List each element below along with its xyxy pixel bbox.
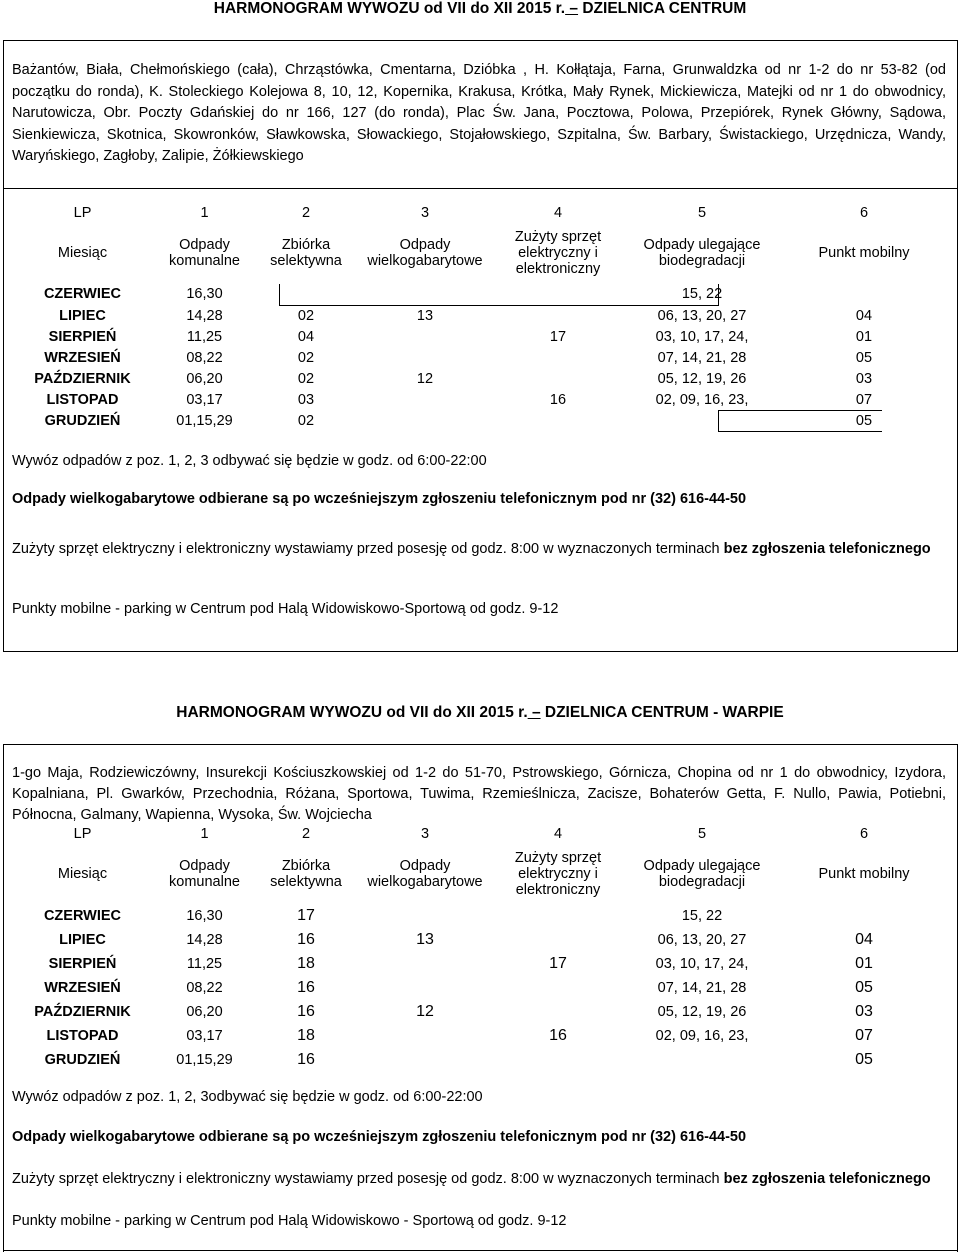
lp-number: 1	[200, 205, 209, 221]
table-row	[12, 347, 946, 368]
cell	[494, 283, 622, 305]
cell	[356, 904, 494, 928]
cell: 17	[549, 955, 567, 972]
section-top-border	[3, 744, 957, 745]
section-top-border	[3, 40, 957, 41]
cell: 17	[549, 328, 567, 345]
column-header: Odpady wielkogabarytowe	[367, 858, 483, 890]
cell: 13	[416, 307, 434, 324]
schedule-table	[12, 824, 946, 1072]
cell	[494, 305, 622, 326]
note-mobile-points: Punkty mobilne - parking w Centrum pod Halą Widowiskowo - Sportową od godz. 9-12	[12, 1213, 567, 1229]
cell: 02	[297, 370, 315, 387]
table-row	[12, 952, 946, 976]
cell	[494, 347, 622, 368]
lp-number: 4	[553, 205, 563, 221]
lp-number: 2	[301, 205, 311, 221]
cell: 04	[855, 307, 873, 324]
section-right-border	[957, 40, 958, 652]
schedule-table	[12, 203, 946, 431]
table-gridline	[279, 305, 718, 306]
column-header: Zużyty sprzęt elektryczny i elektroniczny	[514, 850, 602, 898]
cell	[494, 410, 622, 431]
cell	[356, 1048, 494, 1072]
cell: 01,15,29	[176, 412, 233, 429]
section-left-border	[3, 40, 4, 652]
note-mobile-points: Punkty mobilne - parking w Centrum pod Halą Widowiskowo-Sportową od godz. 9-12	[12, 601, 559, 617]
cell: 16	[549, 391, 567, 408]
note-hours: Wywóz odpadów z poz. 1, 2, 3odbywać się będzie w godz. od 6:00-22:00	[12, 1089, 483, 1105]
street-list: Bażantów, Biała, Chełmońskiego (cała), Chrząstówka, Cmentarna, Dzióbka , H. Kołłątaja, Farna, Grunwaldzka od nr 1-2 do nr 53-82 (od początku do ronda), K. Stoleckiego Kolejowa 8, 10, 12, Kopernika, Krakusa, Krótka, Mały Rynek, Mickiewicza, Matejki od nr 1 do obwodnicy, Narutowicza, Obr. Poczty Gdańskiej do nr 166, 127 (do ronda), Plac Św. Jana, Pocztowa, Polowa, Przepiórek, Rynek Główny, Sądowa, Sienkiewicza, Skotnica, Skowronków, Sławkowska, Słowackiego, Stojałowskiego, Szpitalna, Św. Barbary, Świstackiego, Urzędnicza, Wandy, Waryńskiego, Zagłoby, Zalipie, Żółkiewskiego	[12, 62, 946, 164]
cell: 01	[855, 955, 873, 972]
month-name: PAŹDZIERNIK	[34, 370, 131, 387]
cell: 03,17	[186, 391, 223, 408]
lp-number: 4	[553, 826, 563, 842]
cell	[622, 410, 782, 431]
column-header: Odpady wielkogabarytowe	[367, 237, 483, 269]
table-row	[12, 1024, 946, 1048]
cell: 02	[297, 307, 315, 324]
cell: 01,15,29	[176, 1052, 233, 1068]
cell: 06, 13, 20, 27	[657, 307, 747, 324]
cell: 05	[855, 412, 873, 429]
table-row	[12, 1048, 946, 1072]
cell: 18	[297, 955, 315, 972]
table-gridline	[718, 431, 882, 432]
cell: 16	[297, 1003, 315, 1020]
lp-number: 6	[859, 826, 869, 842]
cell	[256, 283, 356, 305]
cell: 05	[855, 979, 873, 996]
month-name: SIERPIEŃ	[48, 328, 117, 345]
cell	[494, 928, 622, 952]
column-header: Odpady ulegające biodegradacji	[643, 237, 761, 269]
cell	[782, 283, 946, 305]
cell: 03	[855, 370, 873, 387]
lp-number: 3	[420, 826, 430, 842]
table-row	[12, 326, 946, 347]
month-name: CZERWIEC	[43, 908, 122, 924]
month-name: PAŹDZIERNIK	[34, 1004, 131, 1020]
cell: 16	[297, 1051, 315, 1068]
cell	[356, 952, 494, 976]
cell: 16	[297, 979, 315, 996]
table-gridline	[718, 410, 719, 432]
cell: 16,30	[186, 286, 223, 302]
table-row	[12, 904, 946, 928]
lp-number: 6	[859, 205, 869, 221]
streets-divider	[3, 188, 957, 189]
cell	[356, 347, 494, 368]
cell: 06,20	[186, 370, 223, 387]
cell: 13	[416, 931, 434, 948]
cell: 12	[416, 1003, 434, 1020]
column-header: Zbiórka selektywna	[270, 858, 342, 890]
cell	[494, 1048, 622, 1072]
cell: 14,28	[186, 307, 223, 324]
cell	[494, 1000, 622, 1024]
table-gridline	[718, 284, 719, 306]
cell	[356, 976, 494, 1000]
street-list: 1-go Maja, Rodziewiczówny, Insurekcji Kościuszkowskiej od 1-2 do 51-70, Pstrowskiego, Górnicza, Chopina od nr 1 do obwodnicy, Izydora, Kopalniana, Pl. Gwarków, Przechodnia, Różana, Sportowa, Tuwima, Rzemieślnicza, Zacisze, Bohaterów Getta, F. Nullo, Pawia, Potiebni, Północna, Galmany, Wapienna, Wysoka, Św. Wojciecha	[12, 765, 946, 823]
column-header: Miesiąc	[57, 866, 108, 882]
note-electronics: Zużyty sprzęt elektryczny i elektroniczny wystawiamy przed posesję od godz. 8:00 w wyznaczonych terminach bez zgłoszenia telefonicznego	[12, 1171, 931, 1187]
cell: 07, 14, 21, 28	[657, 349, 747, 366]
month-name: LIPIEC	[59, 307, 106, 324]
month-name: LIPIEC	[59, 932, 106, 948]
lp-label: LP	[73, 826, 92, 842]
table-gridline	[279, 284, 280, 306]
column-header: Odpady komunalne	[169, 237, 240, 269]
cell: 18	[297, 1027, 315, 1044]
note-bulky-waste: Odpady wielkogabarytowe odbierane są po wcześniejszym zgłoszeniu telefonicznym pod nr (32) 616-44-50	[12, 1129, 747, 1145]
lp-number: 2	[301, 826, 311, 842]
cell	[356, 389, 494, 410]
table-row	[12, 368, 946, 389]
month-name: CZERWIEC	[43, 286, 122, 302]
cell: 07	[855, 391, 873, 408]
cell: 03, 10, 17, 24,	[655, 956, 749, 972]
note-bulky-waste: Odpady wielkogabarytowe odbierane są po wcześniejszym zgłoszeniu telefonicznym pod nr (32) 616-44-50	[12, 491, 747, 507]
note-electronics: Zużyty sprzęt elektryczny i elektroniczny wystawiamy przed posesję od godz. 8:00 w wyznaczonych terminach bez zgłoszenia telefonicznego	[12, 541, 931, 557]
cell: 16	[297, 931, 315, 948]
month-name: SIERPIEŃ	[48, 956, 117, 972]
table-row	[12, 1000, 946, 1024]
cell	[494, 904, 622, 928]
lp-row	[12, 203, 946, 223]
cell: 05	[855, 1051, 873, 1068]
lp-number: 3	[420, 205, 430, 221]
table-row	[12, 305, 946, 326]
cell	[622, 1048, 782, 1072]
note-hours: Wywóz odpadów z poz. 1, 2, 3 odbywać się będzie w godz. od 6:00-22:00	[12, 453, 487, 469]
column-header: Miesiąc	[57, 245, 108, 261]
cell: 06, 13, 20, 27	[657, 932, 747, 948]
month-name: LISTOPAD	[46, 1028, 119, 1044]
cell: 02	[297, 349, 315, 366]
cell	[356, 283, 494, 305]
section-bottom-border	[3, 1250, 957, 1251]
lp-number: 1	[200, 826, 209, 842]
cell: 07, 14, 21, 28	[657, 980, 747, 996]
cell: 02, 09, 16, 23,	[655, 391, 749, 408]
table-gridline	[718, 410, 882, 411]
cell: 02, 09, 16, 23,	[655, 1028, 749, 1044]
cell: 05	[855, 349, 873, 366]
month-name: GRUDZIEŃ	[44, 1052, 121, 1068]
cell: 16	[549, 1027, 567, 1044]
table-row	[12, 928, 946, 952]
month-name: WRZESIEŃ	[44, 980, 121, 996]
lp-number: 5	[697, 826, 707, 842]
column-header: Odpady komunalne	[169, 858, 240, 890]
cell: 03	[855, 1003, 873, 1020]
cell: 14,28	[186, 932, 223, 948]
section-title: HARMONOGRAM WYWOZU od VII do XII 2015 r. – DZIELNICA CENTRUM	[213, 0, 747, 17]
cell: 16,30	[186, 908, 223, 924]
section-right-border	[957, 744, 958, 1252]
section-left-border	[3, 744, 4, 1252]
column-header: Zużyty sprzęt elektryczny i elektroniczny	[514, 229, 602, 277]
cell: 11,25	[186, 956, 223, 972]
cell: 04	[297, 328, 315, 345]
cell: 05, 12, 19, 26	[657, 370, 747, 387]
cell	[356, 410, 494, 431]
column-header: Odpady ulegające biodegradacji	[643, 858, 761, 890]
cell: 05, 12, 19, 26	[657, 1004, 747, 1020]
cell: 17	[297, 907, 315, 924]
column-header: Punkt mobilny	[818, 866, 910, 882]
cell: 11,25	[186, 328, 223, 345]
cell: 15, 22	[681, 286, 723, 302]
table-row	[12, 410, 946, 431]
cell: 12	[416, 370, 434, 387]
cell	[494, 976, 622, 1000]
cell: 04	[855, 931, 873, 948]
month-name: GRUDZIEŃ	[44, 412, 121, 429]
column-header: Punkt mobilny	[818, 245, 910, 261]
cell	[356, 1024, 494, 1048]
month-name: WRZESIEŃ	[44, 349, 121, 366]
cell	[494, 368, 622, 389]
cell: 03	[297, 391, 315, 408]
cell: 01	[855, 328, 873, 345]
cell: 15, 22	[681, 908, 723, 924]
schedule-section-warpie	[0, 700, 960, 1252]
cell	[782, 904, 946, 928]
lp-number: 5	[697, 205, 707, 221]
lp-label: LP	[73, 205, 92, 221]
cell: 06,20	[186, 1004, 223, 1020]
table-row	[12, 283, 946, 305]
cell: 03,17	[186, 1028, 223, 1044]
cell: 02	[297, 412, 315, 429]
section-title: HARMONOGRAM WYWOZU od VII do XII 2015 r. – DZIELNICA CENTRUM - WARPIE	[176, 704, 784, 721]
section-bottom-border	[3, 651, 957, 652]
month-name: LISTOPAD	[46, 391, 119, 408]
lp-row	[12, 824, 946, 844]
cell	[356, 326, 494, 347]
cell: 07	[855, 1027, 873, 1044]
cell: 03, 10, 17, 24,	[655, 328, 749, 345]
header-row	[12, 223, 946, 283]
table-row	[12, 389, 946, 410]
column-header: Zbiórka selektywna	[270, 237, 342, 269]
cell: 08,22	[186, 980, 223, 996]
table-row	[12, 976, 946, 1000]
header-row	[12, 844, 946, 904]
cell: 08,22	[186, 349, 223, 366]
